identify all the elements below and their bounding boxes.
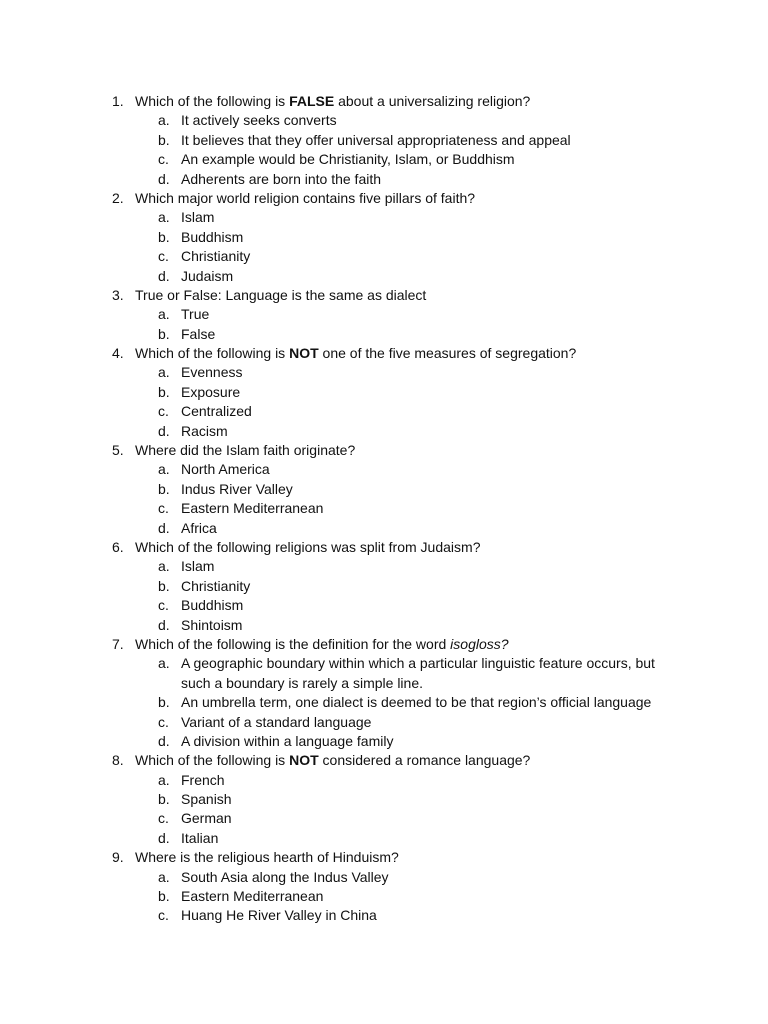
answer-option: [0, 402, 768, 421]
question-number: 5.: [112, 442, 124, 459]
option-letter: d.: [158, 616, 170, 633]
question-text: [135, 189, 475, 208]
quiz-question-list: [0, 92, 768, 926]
option-text: Indus River Valley: [181, 480, 293, 497]
option-text: Islam: [181, 558, 215, 575]
question-text: [135, 344, 576, 363]
option-letter: a.: [158, 868, 170, 885]
option-letter: b.: [158, 383, 170, 400]
question-8: [0, 751, 768, 770]
option-text: Africa: [181, 519, 217, 536]
question-text-part: Where did the Islam faith originate?: [135, 442, 356, 459]
option-text: It actively seeks converts: [181, 112, 337, 129]
question-text: [135, 635, 509, 654]
question-number: 4.: [112, 345, 124, 362]
option-text: An umbrella term, one dialect is deemed to be that region’s official language: [181, 694, 652, 711]
option-letter: a.: [158, 209, 170, 226]
option-text: Huang He River Valley in China: [181, 907, 377, 924]
option-text: Exposure: [181, 383, 241, 400]
option-letter: d.: [158, 829, 170, 846]
option-letter: a.: [158, 655, 170, 672]
question-number: 7.: [112, 635, 124, 652]
answer-option: [0, 150, 768, 169]
option-text: Spanish: [181, 791, 232, 808]
question-text-part: Which of the following is: [135, 345, 290, 362]
option-text: False: [181, 325, 216, 342]
question-text: [135, 286, 426, 305]
option-text: Italian: [181, 829, 219, 846]
question-5: [0, 441, 768, 460]
option-text: Buddhism: [181, 228, 244, 245]
question-number: 3.: [112, 286, 124, 303]
question-6: [0, 538, 768, 557]
answer-option: [0, 868, 768, 887]
answer-option: [0, 906, 768, 925]
answer-option: [0, 790, 768, 809]
option-letter: c.: [158, 597, 169, 614]
option-letter: b.: [158, 577, 170, 594]
option-text: Eastern Mediterranean: [181, 500, 324, 517]
question-text: [135, 92, 530, 111]
option-text: Variant of a standard language: [181, 713, 372, 730]
question-text-part: True or False: Language is the same as dialect: [135, 286, 427, 303]
option-letter: b.: [158, 791, 170, 808]
question-text: [135, 848, 399, 867]
answer-option: [0, 267, 768, 286]
option-text: Shintoism: [181, 616, 243, 633]
option-letter: d.: [158, 267, 170, 284]
option-text: Judaism: [181, 267, 234, 284]
question-text-part: Which of the following is: [135, 752, 290, 769]
question-7: [0, 635, 768, 654]
answer-option: [0, 693, 768, 712]
option-text: True: [181, 306, 210, 323]
option-text: Christianity: [181, 248, 251, 265]
option-text: It believes that they offer universal appropriateness and appeal: [181, 131, 571, 148]
option-letter: b.: [158, 694, 170, 711]
answer-option: [0, 325, 768, 344]
question-text-part: about a universalizing religion?: [334, 93, 531, 109]
question-text: [135, 751, 530, 770]
option-text: Adherents are born into the faith: [181, 170, 382, 187]
option-letter: a.: [158, 112, 170, 129]
answer-option: [0, 887, 768, 906]
answer-option: [0, 383, 768, 402]
emphasis-bold: NOT: [289, 752, 319, 769]
answer-option: [0, 519, 768, 538]
answer-option: [0, 228, 768, 247]
option-letter: c.: [158, 810, 169, 827]
option-letter: d.: [158, 519, 170, 536]
question-3: [0, 286, 768, 305]
option-text: Centralized: [181, 403, 252, 420]
option-text: such a boundary is rarely a simple line.: [181, 674, 424, 691]
answer-option: [0, 596, 768, 615]
option-text: Christianity: [181, 577, 251, 594]
question-text-part: Which of the following is: [135, 93, 290, 109]
answer-option: [0, 771, 768, 790]
option-text: Evenness: [181, 364, 243, 381]
question-text-part: one of the five measures of segregation?: [318, 345, 577, 362]
option-letter: c.: [158, 248, 169, 265]
answer-option: [0, 480, 768, 499]
option-letter: a.: [158, 306, 170, 323]
option-text: Buddhism: [181, 597, 244, 614]
question-number: 8.: [112, 752, 124, 769]
answer-option: [0, 499, 768, 518]
answer-option: [0, 809, 768, 828]
option-text: An example would be Christianity, Islam, or Buddhism: [181, 151, 515, 168]
question-number: 6.: [112, 538, 124, 555]
question-1: [0, 92, 768, 111]
option-letter: a.: [158, 558, 170, 575]
option-letter: a.: [158, 461, 170, 478]
option-text: Eastern Mediterranean: [181, 888, 324, 905]
question-text-part: considered a romance language?: [318, 752, 531, 769]
option-text: A geographic boundary within which a particular linguistic feature occurs, but: [181, 655, 655, 672]
answer-option: [0, 208, 768, 227]
answer-option: [0, 829, 768, 848]
answer-option: [0, 577, 768, 596]
question-text-part: Which of the following religions was split from Judaism?: [135, 538, 481, 555]
option-text: French: [181, 771, 225, 788]
option-text: South Asia along the Indus Valley: [181, 868, 389, 885]
answer-option: [0, 557, 768, 576]
emphasis-italic: isogloss?: [450, 635, 509, 652]
question-text-part: Which of the following is the definition for the word: [135, 635, 451, 652]
option-letter: b.: [158, 480, 170, 497]
option-letter: a.: [158, 771, 170, 788]
answer-option-continued: [0, 674, 768, 693]
option-letter: c.: [158, 713, 169, 730]
option-letter: c.: [158, 500, 169, 517]
option-text: Islam: [181, 209, 215, 226]
answer-option: [0, 170, 768, 189]
emphasis-bold: NOT: [289, 345, 319, 362]
option-letter: a.: [158, 364, 170, 381]
option-text: Racism: [181, 422, 228, 439]
option-letter: c.: [158, 907, 169, 924]
question-4: [0, 344, 768, 363]
option-text: North America: [181, 461, 270, 478]
emphasis-bold: FALSE: [289, 93, 335, 109]
answer-option: [0, 247, 768, 266]
question-2: [0, 189, 768, 208]
answer-option: [0, 616, 768, 635]
option-letter: b.: [158, 131, 170, 148]
question-number: 9.: [112, 849, 124, 866]
option-letter: b.: [158, 888, 170, 905]
answer-option: [0, 131, 768, 150]
question-text: [135, 441, 355, 460]
question-number: 1.: [112, 93, 124, 109]
answer-option: [0, 305, 768, 324]
answer-option: [0, 111, 768, 130]
question-text: [135, 538, 480, 557]
question-text-part: Where is the religious hearth of Hinduism?: [135, 849, 399, 866]
option-letter: c.: [158, 403, 169, 420]
answer-option: [0, 654, 768, 673]
answer-option: [0, 460, 768, 479]
option-letter: b.: [158, 325, 170, 342]
answer-option: [0, 363, 768, 382]
question-9: [0, 848, 768, 867]
option-letter: d.: [158, 170, 170, 187]
option-letter: c.: [158, 151, 169, 168]
option-letter: d.: [158, 422, 170, 439]
option-letter: b.: [158, 228, 170, 245]
option-letter: d.: [158, 732, 170, 749]
answer-option: [0, 732, 768, 751]
option-text: German: [181, 810, 232, 827]
question-number: 2.: [112, 189, 124, 206]
question-text-part: Which major world religion contains five pillars of faith?: [135, 189, 476, 206]
option-text: A division within a language family: [181, 732, 394, 749]
answer-option: [0, 422, 768, 441]
answer-option: [0, 713, 768, 732]
